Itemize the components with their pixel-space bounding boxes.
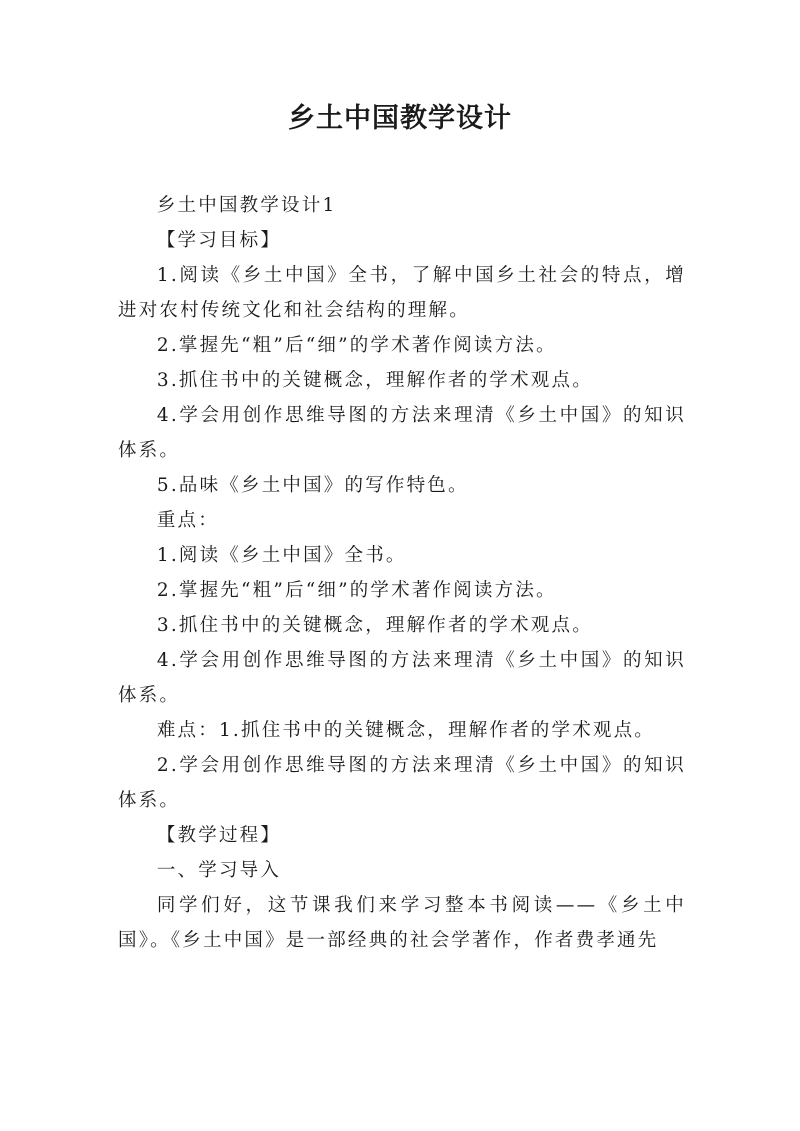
- learning-goal-item: 2.掌握先“粗”后“细”的学术著作阅读方法。: [156, 335, 557, 356]
- learning-goals-heading: 【学习目标】: [156, 230, 282, 251]
- key-point-item: 3.抓住书中的关键概念，理解作者的学术观点。: [156, 615, 593, 636]
- key-point-item: 2.掌握先“粗”后“细”的学术著作阅读方法。: [156, 580, 557, 601]
- learning-goal-item: 4.学会用创作思维导图的方法来理清《乡土中国》的知识体系。: [118, 405, 686, 461]
- teaching-process-heading: 【教学过程】: [156, 825, 282, 846]
- learning-goal-item: 1.阅读《乡土中国》全书，了解中国乡土社会的特点，增进对农村传统文化和社会结构的理解。: [118, 265, 686, 321]
- section-heading: 一、学习导入: [156, 860, 282, 881]
- key-points-heading: 重点：: [156, 510, 219, 531]
- key-point-item: 4.学会用创作思维导图的方法来理清《乡土中国》的知识体系。: [118, 650, 686, 706]
- learning-goal-item: 5.品味《乡土中国》的写作特色。: [156, 475, 469, 496]
- body-paragraph: 同学们好，这节课我们来学习整本书阅读——《乡土中国》。《乡土中国》是一部经典的社会学著作，作者费孝通先: [118, 895, 686, 951]
- section-subtitle: 乡土中国教学设计1: [156, 195, 337, 216]
- difficult-point-item: 难点：1.抓住书中的关键概念，理解作者的学术观点。: [156, 720, 655, 741]
- learning-goal-item: 3.抓住书中的关键概念，理解作者的学术观点。: [156, 370, 593, 391]
- document-body: [118, 188, 686, 958]
- key-point-item: 1.阅读《乡土中国》全书。: [156, 545, 407, 566]
- document-title: 乡土中国教学设计: [288, 103, 512, 134]
- difficult-point-item: 2.学会用创作思维导图的方法来理清《乡土中国》的知识体系。: [118, 755, 686, 811]
